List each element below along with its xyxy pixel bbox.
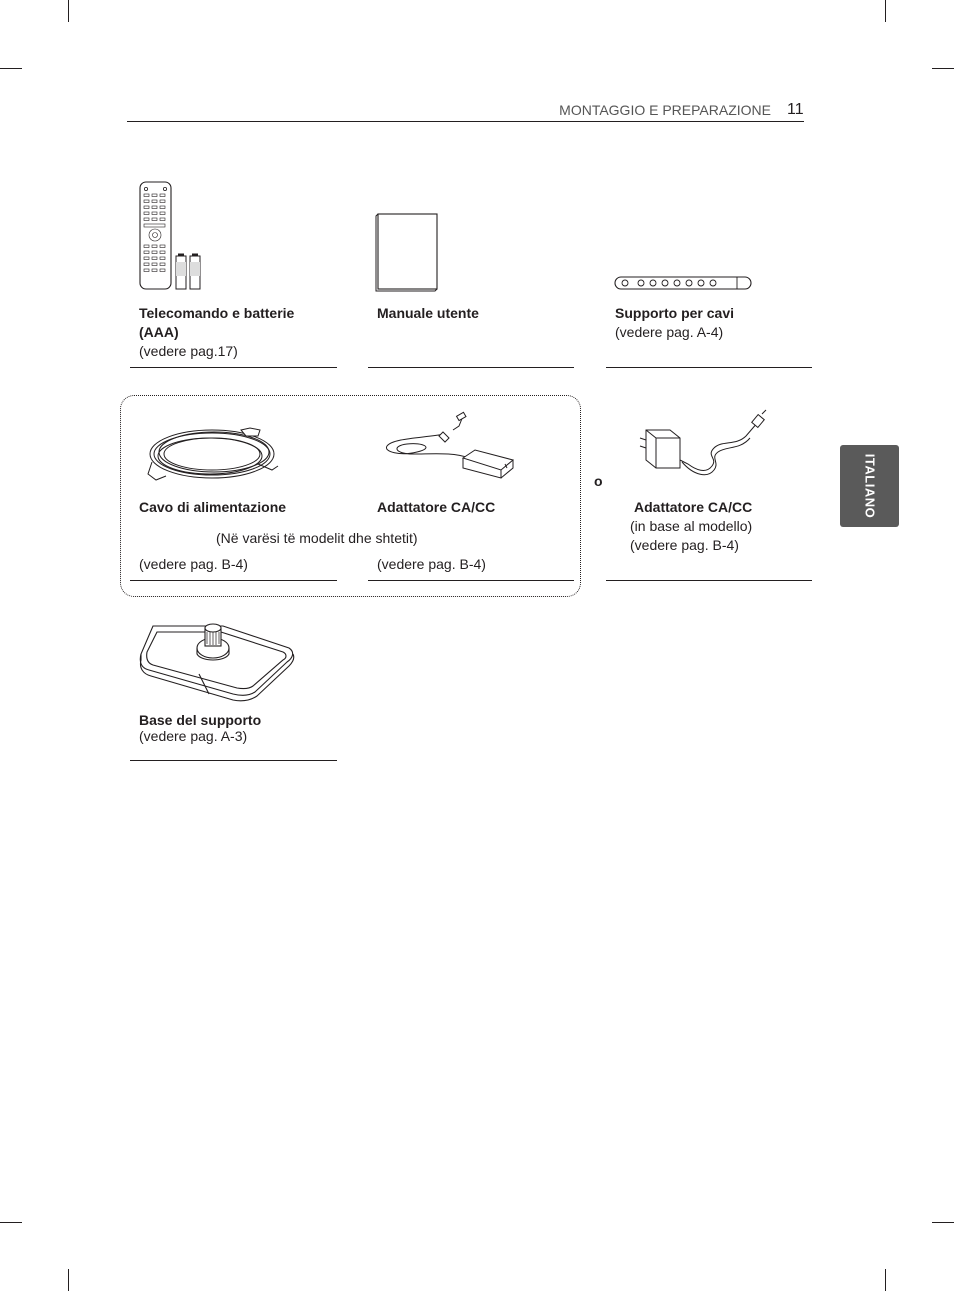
remote-title-line1: Telecomando e batterie xyxy=(139,305,295,321)
power-cord-ref: (vedere pag. B-4) xyxy=(139,556,248,572)
language-tab xyxy=(840,445,899,527)
crop-mark xyxy=(932,68,954,69)
stand-base-ref: (vedere pag. A-3) xyxy=(139,728,248,744)
adapter1-title: Adattatore CA/CC xyxy=(377,499,496,515)
power-cord-illustration xyxy=(146,418,284,486)
adapter2-title: Adattatore CA/CC xyxy=(634,499,753,515)
crop-mark xyxy=(885,0,886,22)
adapter2-ref: (vedere pag. B-4) xyxy=(630,537,739,553)
stand-base-title: Base del supporto xyxy=(139,712,262,728)
manual-title: Manuale utente xyxy=(377,305,479,321)
power-cord-title: Cavo di alimentazione xyxy=(139,499,287,515)
remote-ref: (vedere pag.17) xyxy=(139,343,238,359)
cable-holder-illustration xyxy=(613,274,755,294)
header-rule xyxy=(127,121,804,122)
remote-control-illustration xyxy=(138,180,204,292)
item-rule xyxy=(130,367,337,368)
section-title: MONTAGGIO E PREPARAZIONE xyxy=(559,102,771,118)
adapter1-ref: (vedere pag. B-4) xyxy=(377,556,486,572)
item-rule xyxy=(606,580,812,581)
cable-holder-title: Supporto per cavi xyxy=(615,305,735,321)
item-rule xyxy=(130,760,337,761)
or-label: o xyxy=(594,473,603,489)
adapter-plug-illustration xyxy=(636,412,770,482)
language-tab-label: ITALIANO xyxy=(862,453,877,519)
item-rule xyxy=(130,580,337,581)
crop-mark xyxy=(885,1269,886,1291)
stand-base-illustration xyxy=(137,618,297,700)
adapter2-note: (in base al modello) xyxy=(630,518,753,534)
remote-title-line2: (AAA) xyxy=(139,324,179,340)
item-rule xyxy=(606,367,812,368)
cable-holder-ref: (vedere pag. A-4) xyxy=(615,324,724,340)
crop-mark xyxy=(68,1269,69,1291)
adapter-illustration xyxy=(383,412,517,478)
item-rule xyxy=(368,580,574,581)
crop-mark xyxy=(0,1222,22,1223)
crop-mark xyxy=(932,1222,954,1223)
item-rule xyxy=(368,367,574,368)
page-number: 11 xyxy=(787,101,804,118)
crop-mark xyxy=(0,68,22,69)
crop-mark xyxy=(68,0,69,22)
shared-note: (Në varësi të modelit dhe shtetit) xyxy=(216,530,418,546)
manual-illustration xyxy=(374,210,442,292)
